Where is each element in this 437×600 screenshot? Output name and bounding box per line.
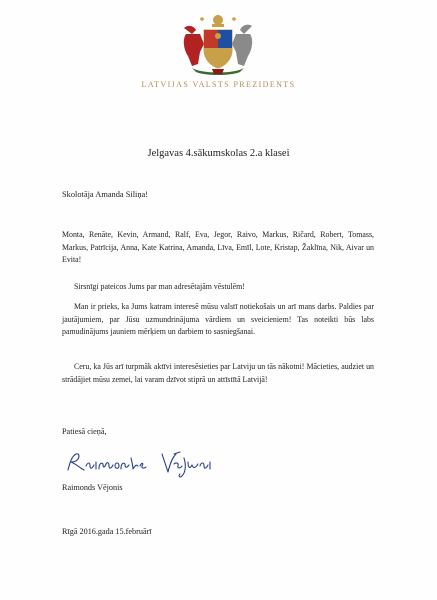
signer-name: Raimonds Vējonis (62, 483, 123, 492)
thanks-paragraph: Sirsnīgi pateicos Jums par man adresētajām vēstulēm! (74, 282, 245, 291)
wishes-paragraph: Ceru, ka Jūs arī turpmāk aktīvi interesēsieties par Latviju un tās nākotni! Mācieties, audziet un strādājiet mūsu zemei, lai varam dzīvot stiprā un attīstītā Latvijā! (62, 362, 374, 384)
latvian-coat-of-arms-icon (178, 14, 258, 76)
salutation: Skolotāja Amanda Siliņa! (62, 190, 149, 199)
names-paragraph: Monta, Renāte, Kevin, Armand, Ralf, Eva, Jegor, Raivo, Markus, Ričard, Robert, Tomass, Markus, Patrīcija, Anna, Kate Katrina, Amanda, Līva, Emīl, Lote, Kristap, Žaklīna, Nik, Aivar un Evita! (62, 230, 374, 265)
interest-paragraph: Man ir prieks, ka Jums katram interesē mūsu valstī notiekošais un arī mans darbs. Paldies par jautājumiem, par Jūsu uzmundrinājuma vārdiem un sveicieniem! Tas noteikti būs labs pamudinājums jauniem mērķiem un darbiem to sasniegšanai. (62, 302, 374, 337)
closing-line: Patiesā cieņā, (62, 427, 107, 436)
recipient-title: Jelgavas 4.sākumskolas 2.a klasei (147, 148, 290, 159)
date-line: Rīgā 2016.gada 15.februārī (62, 527, 152, 536)
letterhead-organization: LATVIJAS VALSTS PREZIDENTS (141, 80, 296, 89)
handwritten-signature-icon (62, 448, 222, 478)
